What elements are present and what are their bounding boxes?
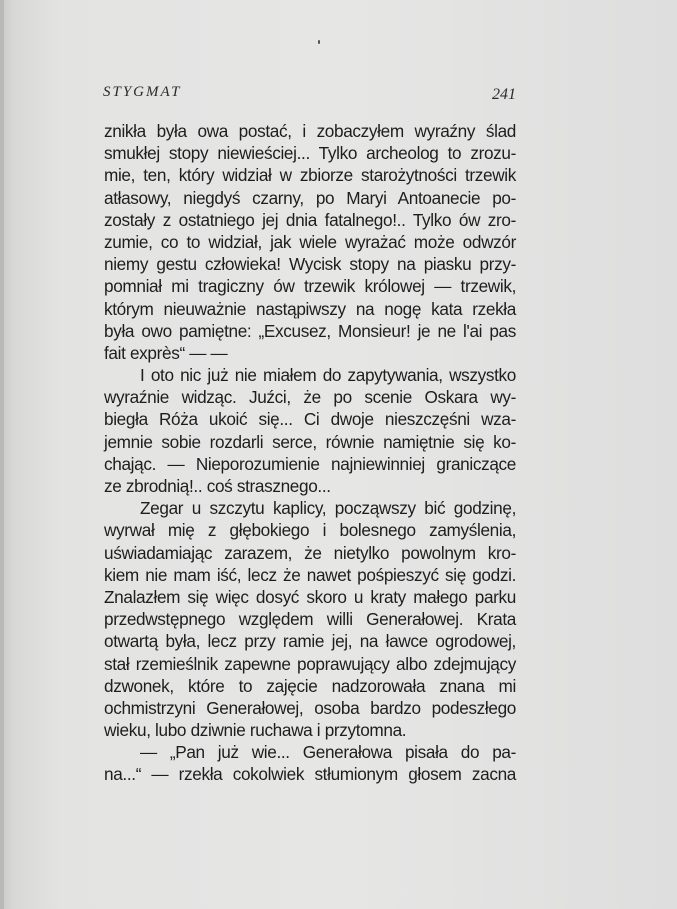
text-line: wyrwał mię z głębokiego i bolesnego zamyślenia, <box>104 520 516 541</box>
text-line: jemnie sobie rozdarli serce, równie namiętnie się ko- <box>104 431 516 452</box>
text-line-paragraph-end: fait exprès“ — — <box>104 342 228 363</box>
text-line: zumie, co to widział, jak wiele wyrażać może odwzór <box>104 231 516 252</box>
print-speck <box>318 40 320 44</box>
running-title: STYGMAT <box>103 84 182 100</box>
text-line: otwartą była, lecz przy ramie jej, na ławce ogrodowej, <box>104 631 516 652</box>
text-line-paragraph-start: I oto nic już nie miałem do zapytywania, wszystko <box>140 365 516 386</box>
text-line: ochmistrzyni Generałowej, osoba bardzo podeszłego <box>104 697 516 718</box>
text-line: wyraźnie widząc. Juźci, że po scenie Oskara wy- <box>104 387 516 408</box>
text-line: biegła Róża ukoić się... Ci dwoje nieszczęśni wza- <box>104 409 516 430</box>
text-line: przedwstępnego względem willi Generałowej. Krata <box>104 609 516 630</box>
text-line: uświadamiając zarazem, że nietylko powolnym kro- <box>104 542 516 563</box>
text-line: pomniał mi tragiczny ów trzewik królowej — trzewik, <box>104 276 516 297</box>
page-number: 241 <box>492 86 516 103</box>
text-line: zostały z ostatniego jej dnia fatalnego!.. Tylko ów zro- <box>104 209 516 230</box>
text-line: Znalazłem się więc dosyć skoro u kraty małego parku <box>104 586 516 607</box>
text-line: była owo pamiętne: „Excusez, Monsieur! je ne l'ai pas <box>104 320 516 341</box>
body-text <box>104 120 516 786</box>
text-line-paragraph-end: ze zbrodnią!.. coś strasznego... <box>104 476 331 496</box>
text-line: dzwonek, które to zajęcie nadzorowała znana mi <box>104 675 516 696</box>
text-line-paragraph-end: wieku, lubo dziwnie ruchawa i przytomna. <box>104 720 407 741</box>
text-line: chając. — Nieporozumienie najniewinniej graniczące <box>104 453 516 474</box>
text-line: mie, ten, który widział w zbiorze starożytności trzewik <box>104 165 516 186</box>
text-line: atłasowy, niegdyś czarny, po Maryi Antoanecie po- <box>104 187 516 208</box>
text-line-paragraph-start: Zegar u szczytu kaplicy, począwszy bić godzinę, <box>140 498 516 519</box>
page-gutter-edge <box>0 0 4 909</box>
running-header <box>103 84 516 108</box>
text-line-paragraph-start: — „Pan już wie... Generałowa pisała do pa- <box>140 742 516 763</box>
text-line: niemy gestu człowieka! Wycisk stopy na piasku przy- <box>104 254 516 275</box>
text-line: smukłej stopy niewieściej... Tylko archeolog to zrozu- <box>104 143 516 164</box>
text-line: kiem nie mam iść, lecz że nawet pośpieszyć się godzi. <box>104 564 516 585</box>
text-line: którym nieuważnie nastąpiwszy na nogę kata rzekła <box>104 298 516 319</box>
text-line: znikła była owa postać, i zobaczyłem wyraźny ślad <box>104 121 516 141</box>
text-line: na...“ — rzekła cokolwiek stłumionym głosem zacna <box>104 764 516 785</box>
text-line: stał rzemieślnik zapewne poprawujący albo zdejmujący <box>104 653 516 674</box>
